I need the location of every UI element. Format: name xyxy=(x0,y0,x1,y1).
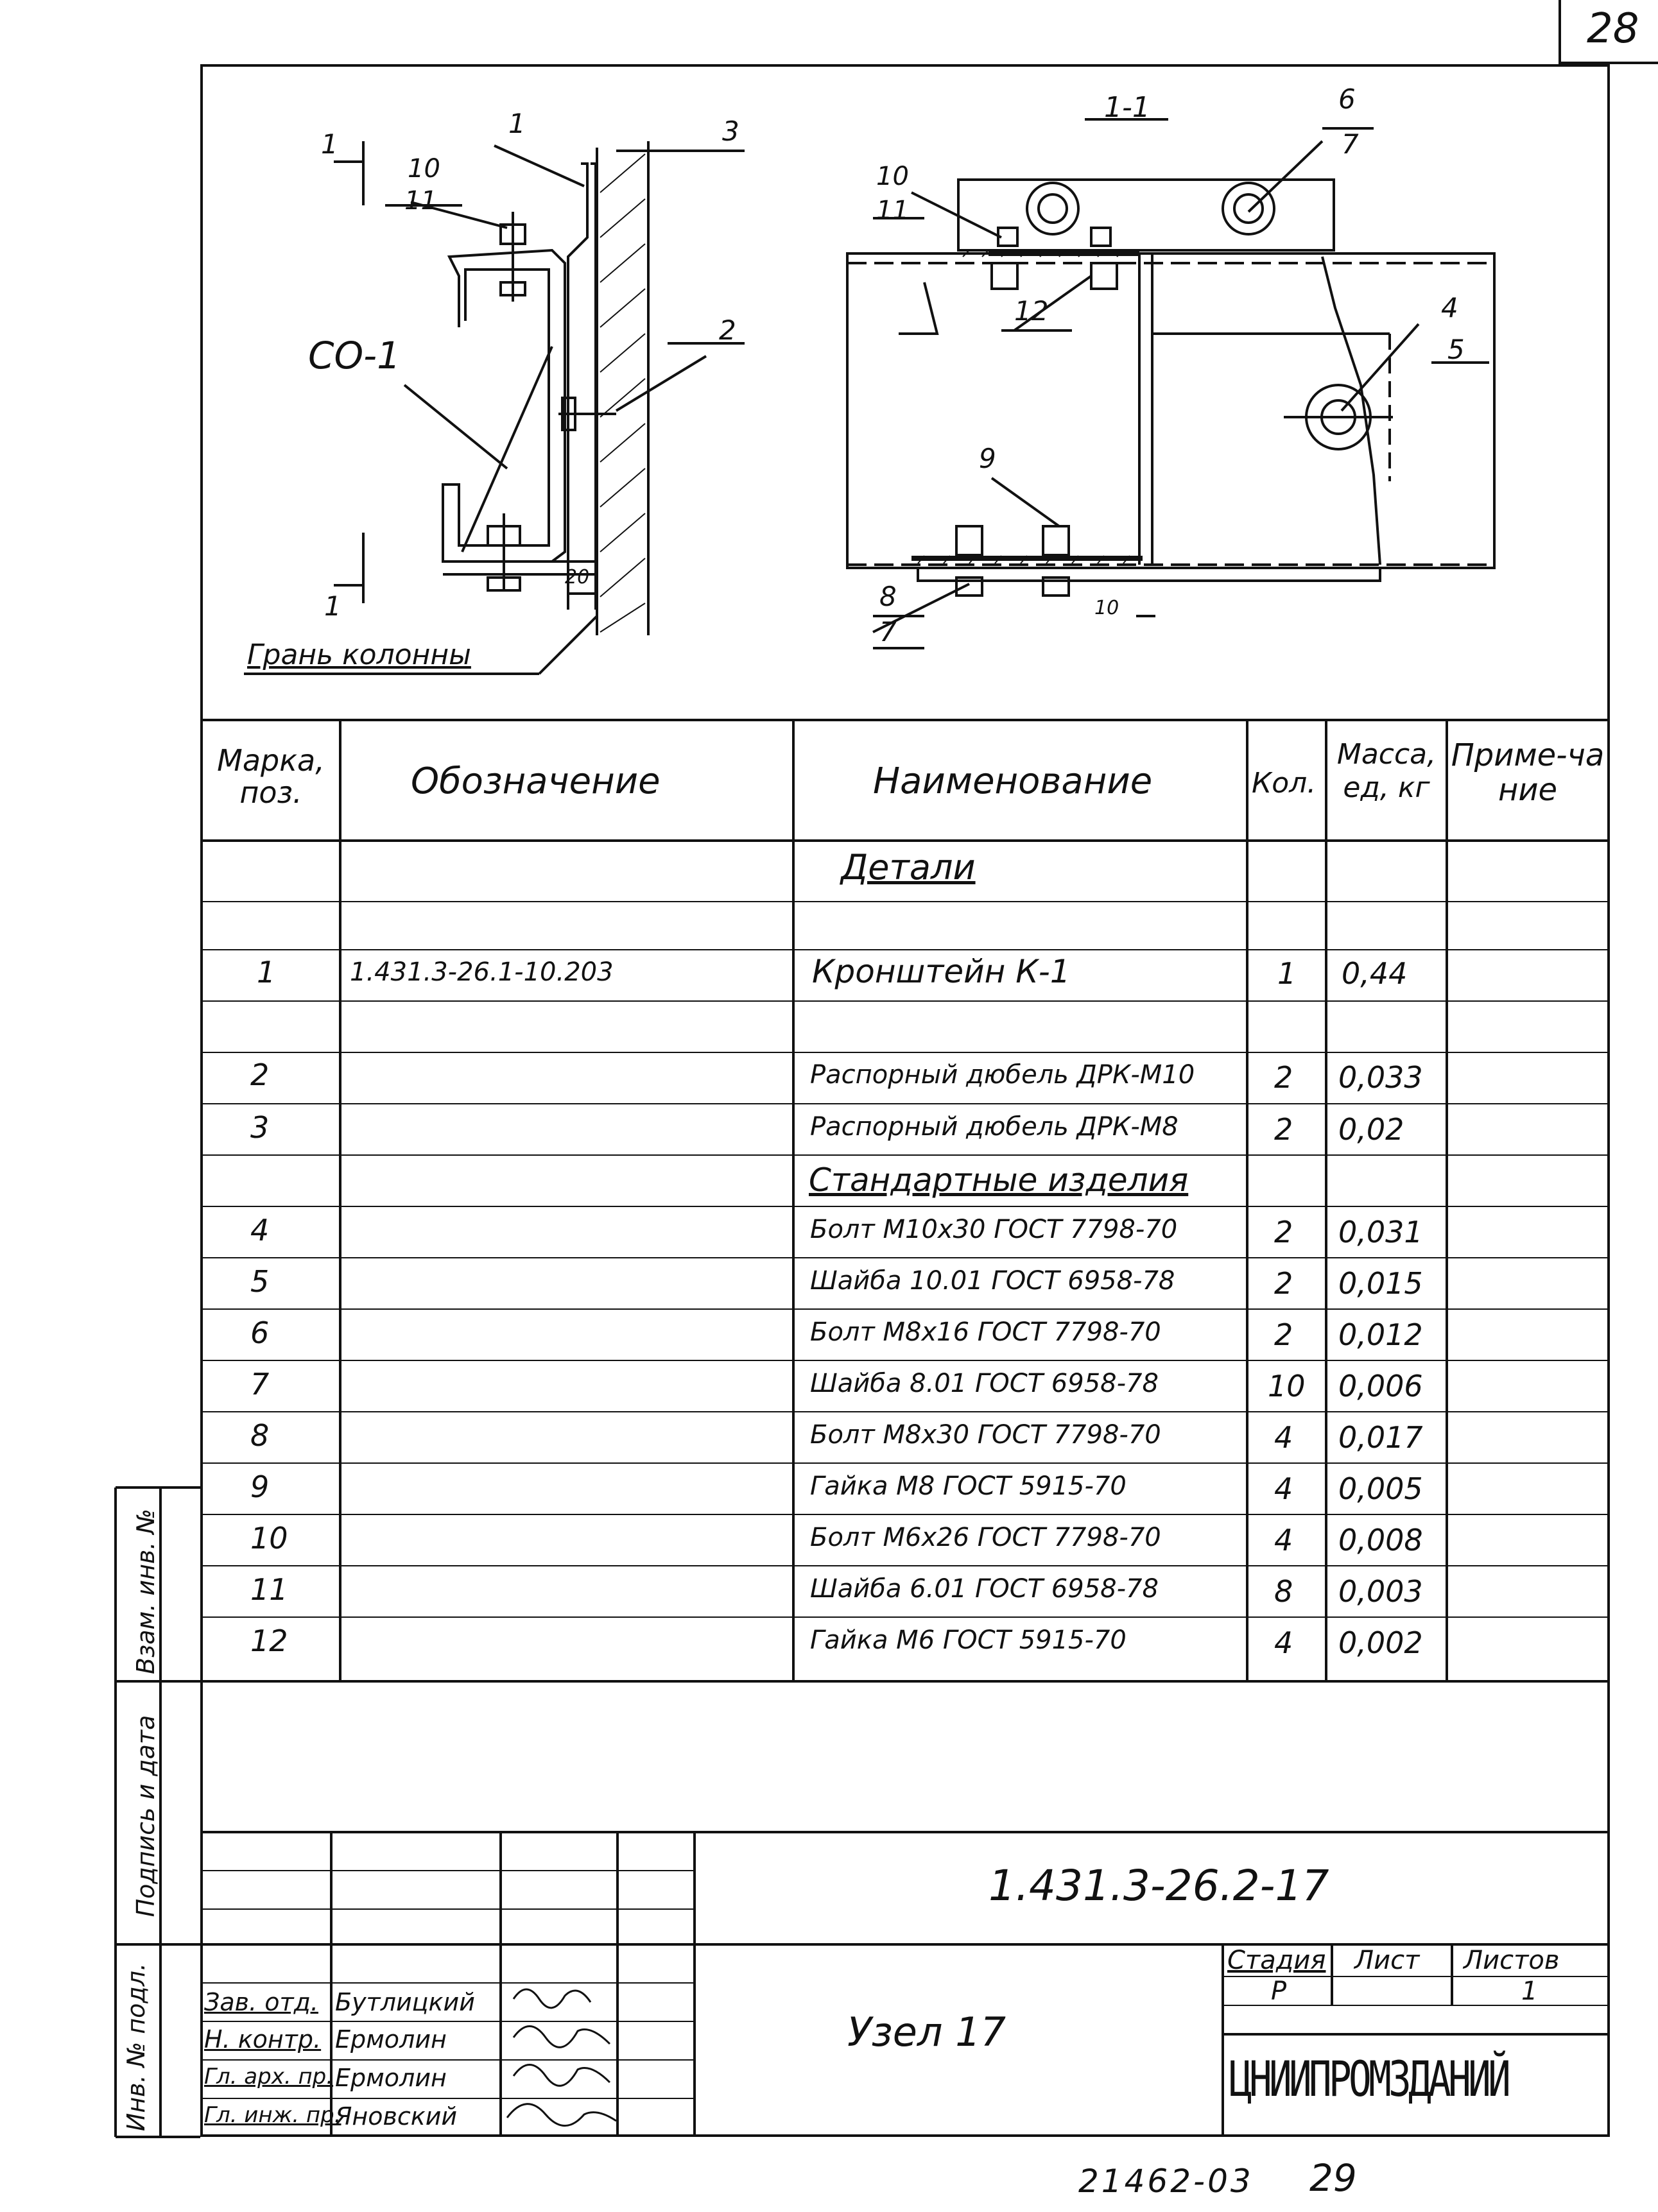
row-mark: 11 xyxy=(250,1572,288,1607)
row-mark: 10 xyxy=(250,1521,288,1556)
signer-name: Яновский xyxy=(335,2102,458,2131)
row-mass: 0,015 xyxy=(1338,1266,1423,1301)
callout-right-5: 5 xyxy=(1447,334,1465,365)
callout-right-9: 9 xyxy=(979,443,996,474)
title-node: Узел 17 xyxy=(847,2009,1006,2055)
row-name: Распорный дюбель ДРК-М10 xyxy=(810,1060,1195,1090)
row-name: Кронштейн К-1 xyxy=(812,953,1071,990)
row-name: Гайка М6 ГОСТ 5915-70 xyxy=(810,1625,1127,1655)
row-mark: 12 xyxy=(250,1624,288,1658)
row-qty: 4 xyxy=(1274,1471,1293,1506)
doc-code: 1.431.3-26.2-17 xyxy=(989,1861,1329,1910)
row-qty: 2 xyxy=(1274,1215,1293,1249)
side-stamp-podpis xyxy=(132,1672,170,1960)
callout-left-10: 10 xyxy=(408,154,440,184)
row-mass: 0,005 xyxy=(1338,1471,1423,1506)
callout-right-12: 12 xyxy=(1014,295,1049,327)
row-qty: 2 xyxy=(1274,1266,1293,1301)
header-note-text: Приме-чание xyxy=(1451,737,1605,808)
archive-number: 21462-03 xyxy=(1078,2163,1254,2200)
header-mark-text: Марка, поз. xyxy=(217,743,325,810)
callout-right-6: 6 xyxy=(1338,83,1356,115)
callout-left-2: 2 xyxy=(719,314,736,346)
dim-10: 10 xyxy=(1094,597,1119,619)
inv-podl-label: Инв. № подл. xyxy=(122,1962,150,2132)
row-mark: 7 xyxy=(250,1367,270,1402)
row-name: Болт М8х16 ГОСТ 7798-70 xyxy=(810,1317,1161,1347)
sheets-value: 1 xyxy=(1521,1976,1538,2006)
section-standard: Стандартные изделия xyxy=(809,1162,1189,1199)
row-mass: 0,008 xyxy=(1338,1523,1423,1557)
row-name: Болт М6х26 ГОСТ 7798-70 xyxy=(810,1523,1161,1552)
cut-mark-bottom: 1 xyxy=(324,590,341,622)
vzam-inv-label: Взам. инв. № xyxy=(132,1509,160,1675)
row-mass: 0,003 xyxy=(1338,1574,1423,1609)
side-stamp-inv xyxy=(122,1944,160,2150)
row-qty: 4 xyxy=(1274,1523,1293,1557)
stage-header: Стадия xyxy=(1227,1946,1326,1975)
row-qty: 4 xyxy=(1274,1625,1293,1660)
sheet-number: 28 xyxy=(1587,5,1639,53)
callout-left-1: 1 xyxy=(508,108,526,139)
row-mass: 0,006 xyxy=(1338,1369,1423,1403)
callout-right-8: 8 xyxy=(879,581,897,612)
header-mass-text: Масса, ед, кг xyxy=(1336,738,1437,804)
row-mark: 4 xyxy=(250,1213,270,1247)
header-note xyxy=(1451,738,1605,807)
signer-name: Бутлицкий xyxy=(335,1988,475,2016)
header-mark xyxy=(207,744,335,809)
row-designation: 1.431.3-26.1-10.203 xyxy=(350,957,614,987)
callout-left-3: 3 xyxy=(722,116,739,147)
row-mass: 0,44 xyxy=(1342,956,1408,991)
row-mass: 0,033 xyxy=(1338,1060,1423,1095)
callout-right-7b: 7 xyxy=(879,616,897,647)
header-name: Наименование xyxy=(873,760,1153,802)
row-qty: 1 xyxy=(1277,956,1297,991)
signer-name: Ермолин xyxy=(335,2064,447,2092)
row-name: Болт М8х30 ГОСТ 7798-70 xyxy=(810,1420,1161,1450)
dim-20: 20 xyxy=(565,566,590,588)
organization: ЦНИИПРОМЗДАНИЙ xyxy=(1229,2050,1508,2107)
row-qty: 2 xyxy=(1274,1317,1293,1352)
section-details: Детали xyxy=(841,847,976,887)
stage-value: Р xyxy=(1271,1976,1287,2006)
sheet-header: Лист xyxy=(1354,1946,1420,1975)
row-mass: 0,012 xyxy=(1338,1317,1423,1352)
signer-role: Гл. инж. пр. xyxy=(204,2102,341,2128)
callout-right-10: 10 xyxy=(876,162,909,191)
row-qty: 2 xyxy=(1274,1112,1293,1147)
row-name: Гайка М8 ГОСТ 5915-70 xyxy=(810,1471,1127,1501)
row-qty: 8 xyxy=(1274,1574,1293,1609)
header-mass xyxy=(1329,738,1444,805)
sheets-header: Листов xyxy=(1464,1946,1560,1975)
signer-name: Ермолин xyxy=(335,2025,447,2053)
callout-left-11: 11 xyxy=(404,186,437,216)
face-label: Грань колонны xyxy=(247,639,471,671)
row-mark: 6 xyxy=(250,1316,270,1350)
row-mark: 3 xyxy=(250,1110,270,1145)
row-mark: 8 xyxy=(250,1418,270,1453)
cut-mark-top: 1 xyxy=(321,128,338,160)
row-name: Распорный дюбель ДРК-М8 xyxy=(810,1112,1179,1142)
page-number: 29 xyxy=(1309,2156,1357,2200)
row-name: Шайба 10.01 ГОСТ 6958-78 xyxy=(810,1266,1175,1296)
callout-right-4: 4 xyxy=(1441,292,1458,323)
podpis-data-label: Подпись и дата xyxy=(132,1715,160,1917)
signer-role: Гл. арх. пр. xyxy=(204,2064,334,2089)
label-co-1: СО-1 xyxy=(308,334,401,377)
signer-role: Зав. отд. xyxy=(204,1988,318,2016)
row-mark: 2 xyxy=(250,1058,270,1092)
row-qty: 4 xyxy=(1274,1420,1293,1455)
row-mass: 0,017 xyxy=(1338,1420,1423,1455)
row-mark: 9 xyxy=(250,1470,270,1504)
row-mass: 0,002 xyxy=(1338,1625,1423,1660)
callout-right-11: 11 xyxy=(876,196,909,225)
row-mass: 0,02 xyxy=(1338,1112,1404,1147)
signer-role: Н. контр. xyxy=(204,2025,322,2053)
row-name: Шайба 8.01 ГОСТ 6958-78 xyxy=(810,1369,1159,1398)
row-mass: 0,031 xyxy=(1338,1215,1423,1249)
row-qty: 10 xyxy=(1268,1369,1306,1403)
row-name: Шайба 6.01 ГОСТ 6958-78 xyxy=(810,1574,1159,1604)
header-qty: Кол. xyxy=(1252,767,1317,800)
row-qty: 2 xyxy=(1274,1060,1293,1095)
callout-right-7: 7 xyxy=(1342,128,1359,160)
section-label: 1-1 xyxy=(1104,91,1150,124)
row-mark: 5 xyxy=(250,1264,270,1299)
row-name: Болт М10х30 ГОСТ 7798-70 xyxy=(810,1215,1178,1244)
row-mark: 1 xyxy=(257,955,276,990)
header-designation: Обозначение xyxy=(411,760,661,802)
